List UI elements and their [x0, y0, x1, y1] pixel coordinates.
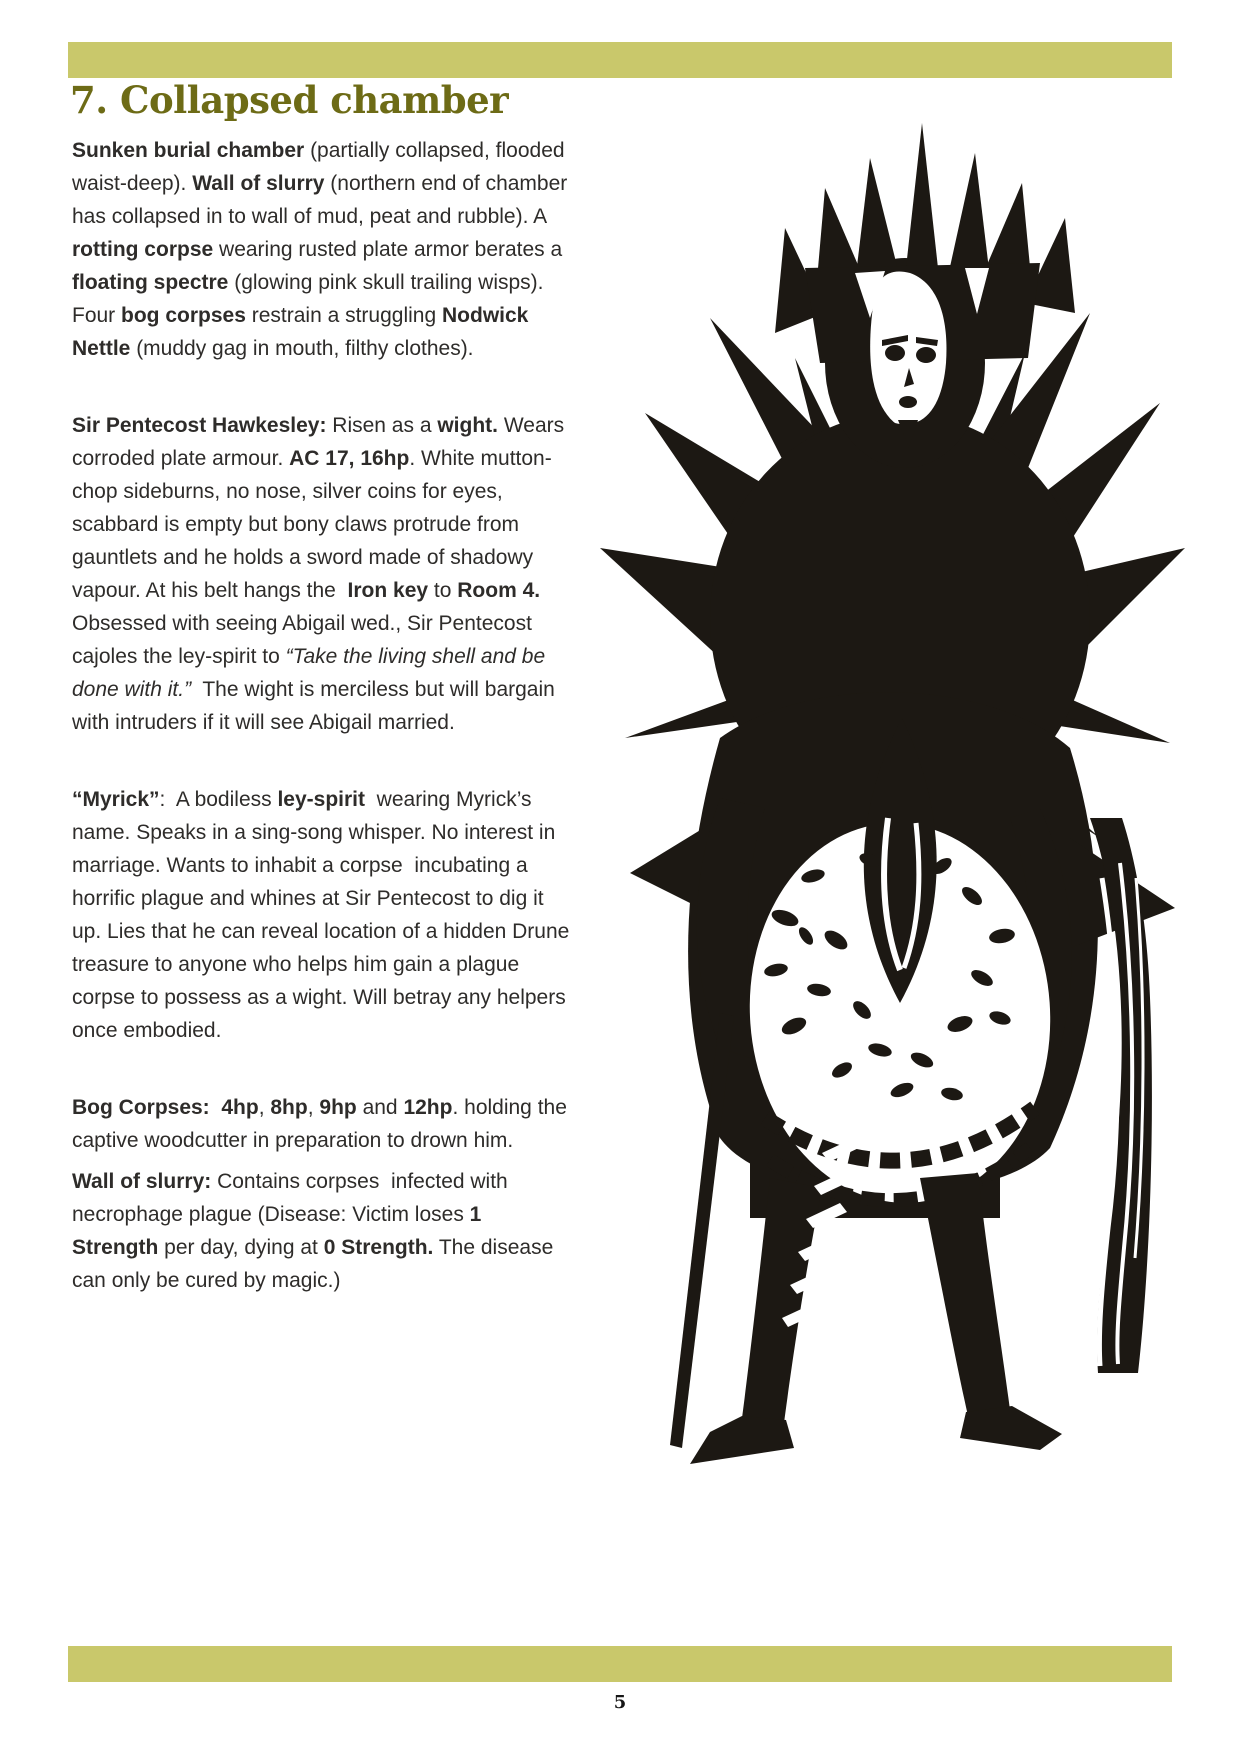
- page-number: 5: [613, 1692, 627, 1713]
- bottom-accent-bar: [68, 1646, 1172, 1682]
- myrick-description: “Myrick”: A bodiless ley-spirit wearing Myrick’s name. Speaks in a sing-song whisper. No interest in marriage. Wants to inhabit a corpse incubating a horrific plague and whines at Sir Pentecost to dig it up. Lies that he can reveal location of a hidden Drune treasure to anyone who helps him gain a plague corpse to possess as a wight. Will betray any helpers once embodied.: [72, 788, 576, 1042]
- wight-king-illustration: [570, 118, 1190, 1478]
- room-description: Sunken burial chamber (partially collapsed, flooded waist-deep). Wall of slurry (northern end of chamber has collapsed in to wall of mud, peat and rubble). A rotting corpse wearing rusted plate armor berates a floating spectre (glowing pink skull trailing wisps). Four bog corpses restrain a struggling Nodwick Nettle (muddy gag in mouth, filthy clothes).: [72, 139, 574, 360]
- body-text: [72, 134, 576, 1341]
- wall-of-slurry-description: Wall of slurry: Contains corpses infected with necrophage plague (Disease: Victim loses 1 Strength per day, dying at 0 Strength. The disease can only be cured by magic.): [72, 1170, 560, 1292]
- sir-pentecost-statblock: Sir Pentecost Hawkesley: Risen as a wight. Wears corroded plate armour. AC 17, 16hp. White mutton-chop sideburns, no nose, silver coins for eyes, scabbard is empty but bony claws protrude from gauntlets and he holds a sword made of shadowy vapour. At his belt hangs the Iron key to Room 4. Obsessed with seeing Abigail wed., Sir Pentecost cajoles the ley-spirit to “Take the living shell and be done with it.” The wight is merciless but will bargain with intruders if it will see Abigail married.: [72, 414, 570, 734]
- page-title: 7. Collapsed chamber: [70, 78, 509, 122]
- bog-corpses-statblock: Bog Corpses: 4hp, 8hp, 9hp and 12hp. holding the captive woodcutter in preparation to drown him.: [72, 1096, 573, 1152]
- top-accent-bar: [68, 42, 1172, 78]
- wight-ink-drawing-svg: [570, 118, 1190, 1478]
